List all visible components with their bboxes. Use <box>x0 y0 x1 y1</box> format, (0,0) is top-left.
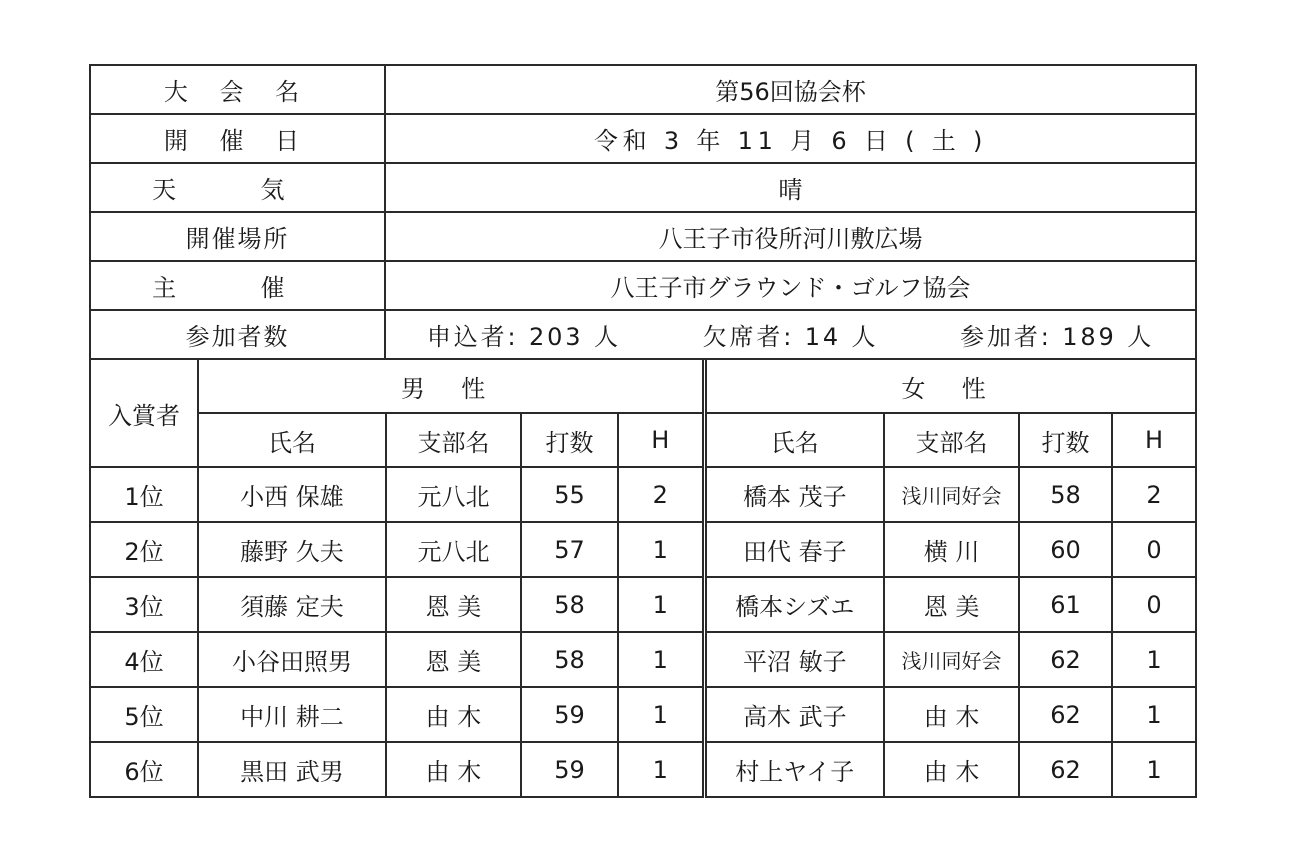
event-name-value: 第56回協会杯 <box>385 65 1196 114</box>
event-name-label: 大 会 名 <box>90 65 385 114</box>
female-branch-header: 支部名 <box>884 413 1019 467</box>
female-branch-cell: 由 木 <box>884 742 1019 797</box>
male-header: 男 性 <box>198 359 704 413</box>
table-row <box>90 467 1196 522</box>
weather-label: 天 気 <box>90 163 385 212</box>
venue-value: 八王子市役所河川敷広場 <box>385 212 1196 261</box>
male-branch-cell: 由 木 <box>386 687 521 742</box>
male-strokes-cell: 57 <box>521 522 618 577</box>
male-branch-cell: 由 木 <box>386 742 521 797</box>
table-row <box>90 742 1196 797</box>
male-h-header: H <box>618 413 704 467</box>
table-row <box>90 522 1196 577</box>
results-table <box>89 358 1197 798</box>
female-h-cell: 1 <box>1112 742 1196 797</box>
female-name-cell: 高木 武子 <box>704 687 884 742</box>
gender-header-row <box>90 359 1196 413</box>
male-branch-header: 支部名 <box>386 413 521 467</box>
participants-value <box>385 310 1196 359</box>
male-branch-cell: 恩 美 <box>386 632 521 687</box>
male-name-cell: 中川 耕二 <box>198 687 386 742</box>
male-name-cell: 小西 保雄 <box>198 467 386 522</box>
female-strokes-cell: 62 <box>1019 632 1112 687</box>
male-strokes-cell: 59 <box>521 742 618 797</box>
male-branch-cell: 元八北 <box>386 467 521 522</box>
female-name-cell: 橋本シズエ <box>704 577 884 632</box>
female-header: 女 性 <box>704 359 1196 413</box>
organizer-label: 主 催 <box>90 261 385 310</box>
male-h-cell: 2 <box>618 467 704 522</box>
female-strokes-cell: 62 <box>1019 687 1112 742</box>
event-info-table <box>89 64 1197 360</box>
column-header-row <box>90 413 1196 467</box>
absent-count: 欠席者: 14 人 <box>702 323 879 351</box>
female-h-cell: 1 <box>1112 687 1196 742</box>
male-strokes-cell: 58 <box>521 577 618 632</box>
organizer-value: 八王子市グラウンド・ゴルフ協会 <box>385 261 1196 310</box>
female-h-cell: 0 <box>1112 577 1196 632</box>
rank-cell: 6位 <box>90 742 198 797</box>
weather-row <box>90 163 1196 212</box>
table-row <box>90 687 1196 742</box>
female-branch-cell: 浅川同好会 <box>884 467 1019 522</box>
rank-cell: 1位 <box>90 467 198 522</box>
female-branch-cell: 浅川同好会 <box>884 632 1019 687</box>
rank-header: 入賞者 <box>90 359 198 467</box>
tournament-results-sheet <box>89 64 1197 798</box>
female-strokes-cell: 58 <box>1019 467 1112 522</box>
female-strokes-cell: 62 <box>1019 742 1112 797</box>
male-strokes-header: 打数 <box>521 413 618 467</box>
female-strokes-cell: 61 <box>1019 577 1112 632</box>
female-branch-cell: 由 木 <box>884 687 1019 742</box>
event-date-row <box>90 114 1196 163</box>
male-h-cell: 1 <box>618 742 704 797</box>
female-name-header: 氏名 <box>704 413 884 467</box>
female-name-cell: 平沼 敏子 <box>704 632 884 687</box>
male-strokes-cell: 55 <box>521 467 618 522</box>
male-name-cell: 小谷田照男 <box>198 632 386 687</box>
male-strokes-cell: 59 <box>521 687 618 742</box>
event-name-row <box>90 65 1196 114</box>
male-h-cell: 1 <box>618 687 704 742</box>
rank-cell: 4位 <box>90 632 198 687</box>
event-date-value: 令和 3 年 11 月 6 日 ( 土 ) <box>385 114 1196 163</box>
female-branch-cell: 恩 美 <box>884 577 1019 632</box>
venue-label: 開催場所 <box>90 212 385 261</box>
attended-count: 参加者: 189 人 <box>960 323 1155 351</box>
male-h-cell: 1 <box>618 522 704 577</box>
female-strokes-cell: 60 <box>1019 522 1112 577</box>
female-name-cell: 橋本 茂子 <box>704 467 884 522</box>
female-h-cell: 0 <box>1112 522 1196 577</box>
male-branch-cell: 恩 美 <box>386 577 521 632</box>
female-strokes-header: 打数 <box>1019 413 1112 467</box>
table-row <box>90 577 1196 632</box>
rank-cell: 5位 <box>90 687 198 742</box>
rank-cell: 2位 <box>90 522 198 577</box>
venue-row <box>90 212 1196 261</box>
male-name-cell: 須藤 定夫 <box>198 577 386 632</box>
female-h-cell: 2 <box>1112 467 1196 522</box>
table-row <box>90 632 1196 687</box>
weather-value: 晴 <box>385 163 1196 212</box>
male-name-cell: 藤野 久夫 <box>198 522 386 577</box>
male-name-header: 氏名 <box>198 413 386 467</box>
male-h-cell: 1 <box>618 632 704 687</box>
male-branch-cell: 元八北 <box>386 522 521 577</box>
female-h-cell: 1 <box>1112 632 1196 687</box>
applied-count: 申込者: 203 人 <box>426 323 621 351</box>
participants-label: 参加者数 <box>90 310 385 359</box>
female-h-header: H <box>1112 413 1196 467</box>
rank-cell: 3位 <box>90 577 198 632</box>
male-h-cell: 1 <box>618 577 704 632</box>
female-branch-cell: 横 川 <box>884 522 1019 577</box>
female-name-cell: 田代 春子 <box>704 522 884 577</box>
result-rows <box>90 467 1196 797</box>
female-name-cell: 村上ヤイ子 <box>704 742 884 797</box>
participants-row <box>90 310 1196 359</box>
male-strokes-cell: 58 <box>521 632 618 687</box>
male-name-cell: 黒田 武男 <box>198 742 386 797</box>
event-date-label: 開 催 日 <box>90 114 385 163</box>
organizer-row <box>90 261 1196 310</box>
